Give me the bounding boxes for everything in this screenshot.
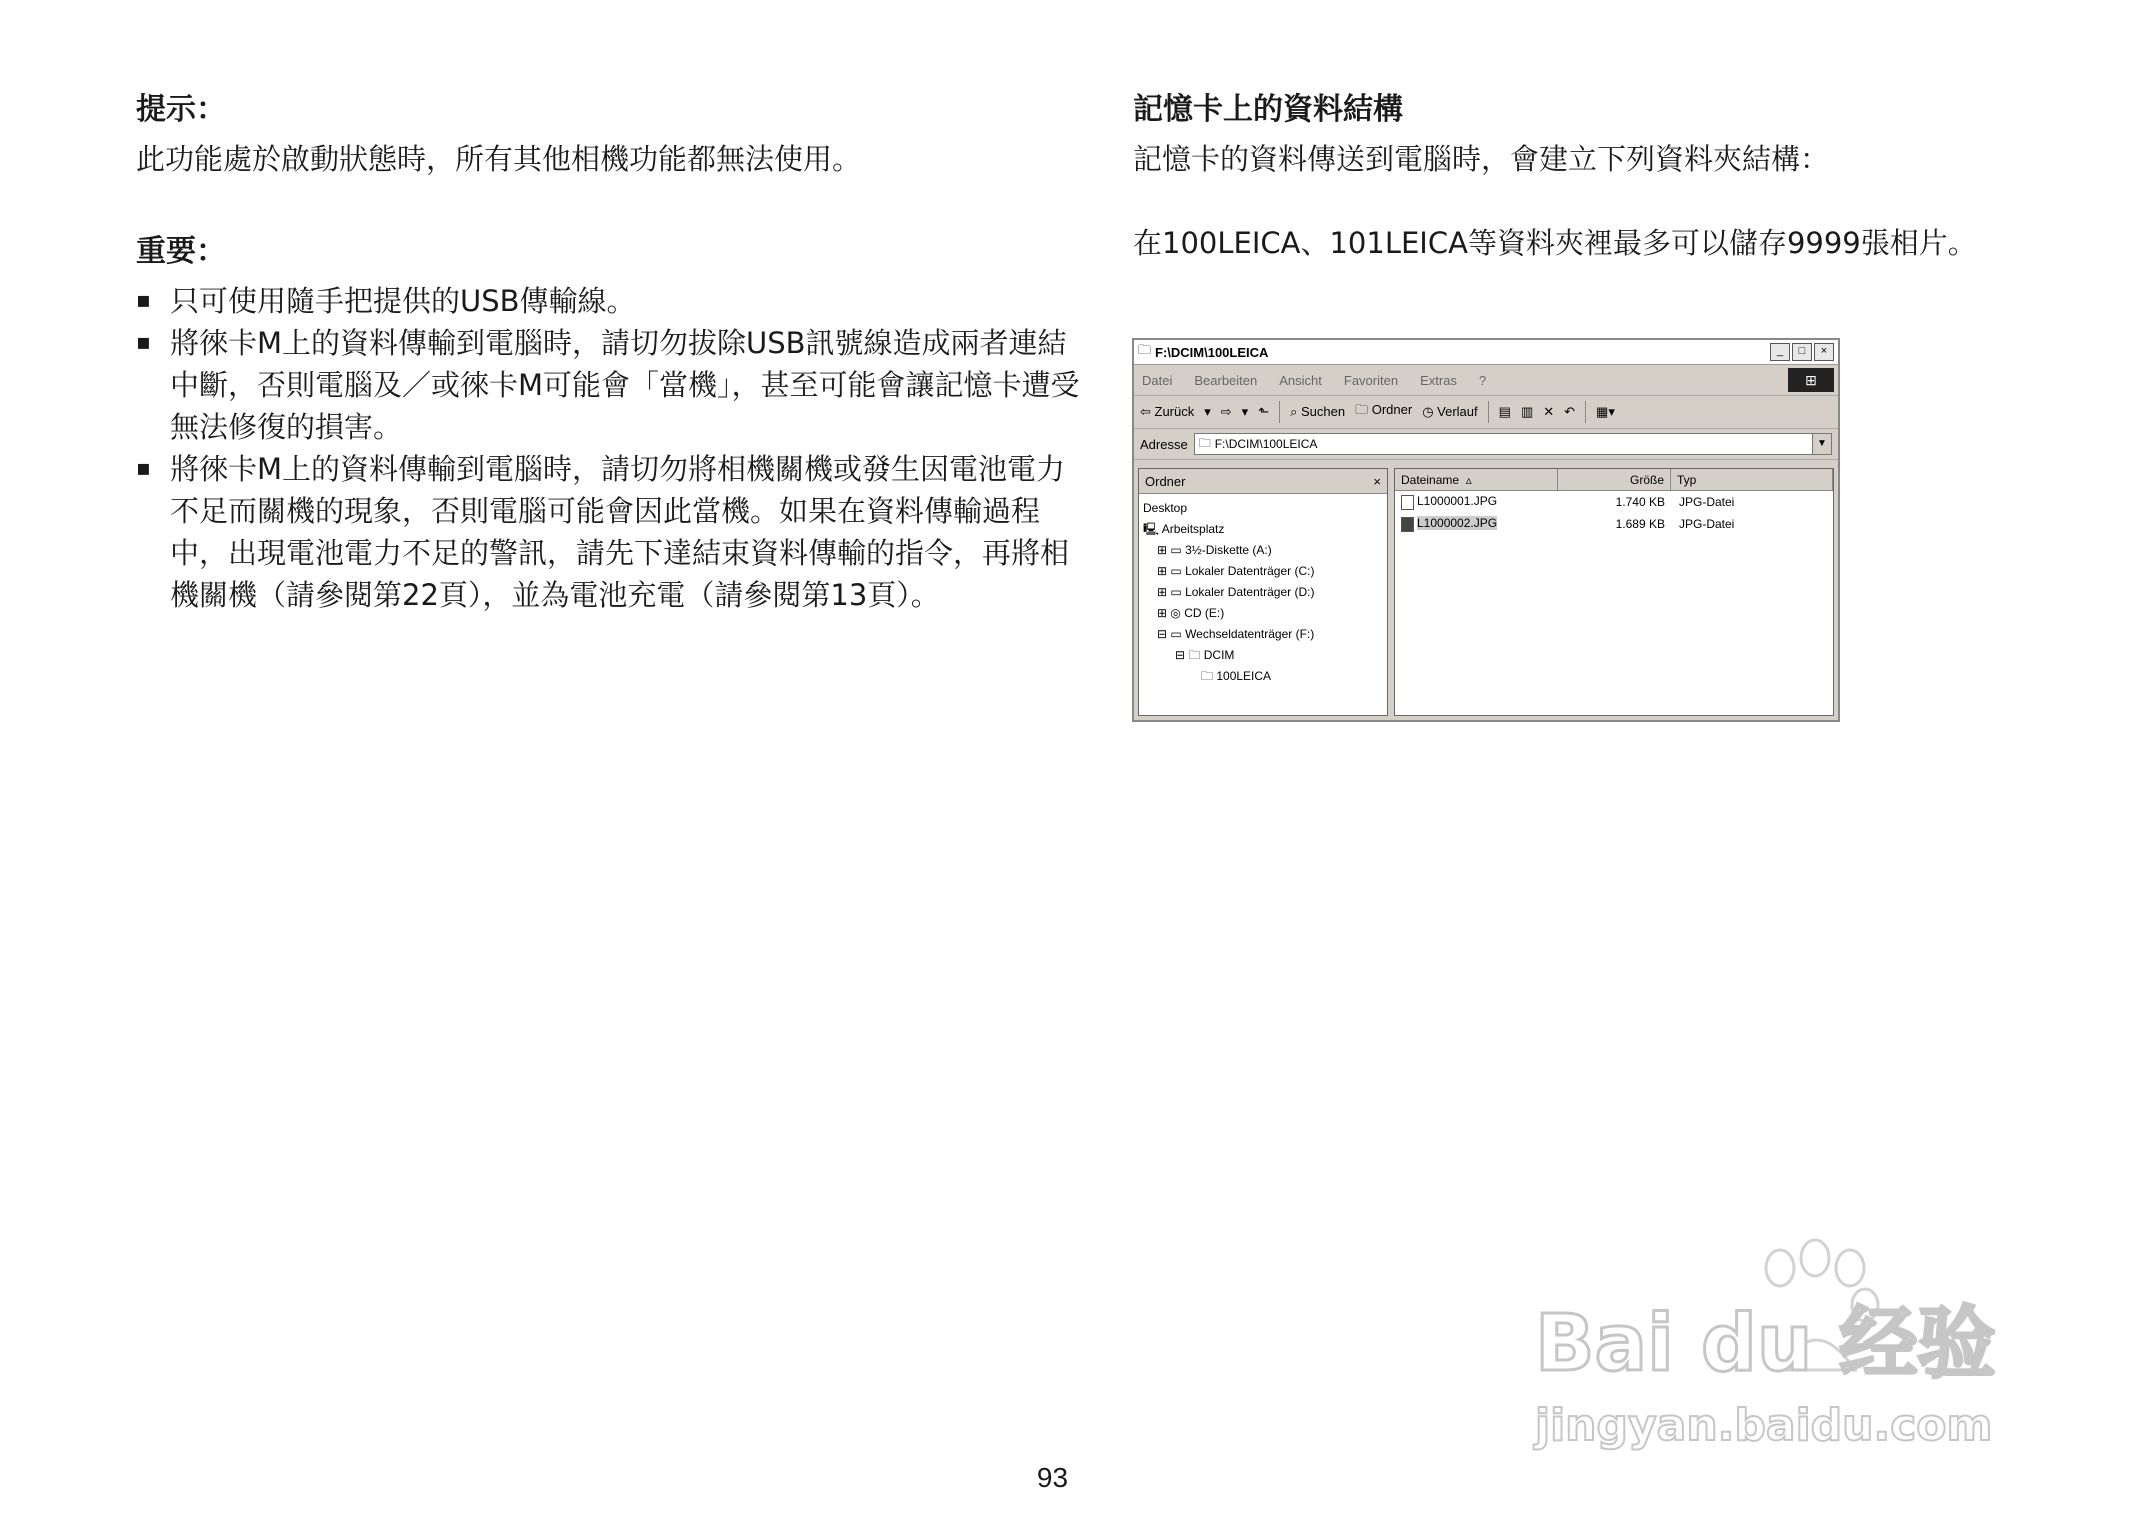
- para-max-photos: 在100LEICA、101LEICA等資料夾裡最多可以儲存9999張相片。: [1133, 226, 1977, 260]
- minimize-button[interactable]: _: [1770, 343, 1790, 361]
- address-bar: [1134, 429, 1838, 460]
- back-button[interactable]: ⇦ Zurück: [1140, 404, 1195, 419]
- jpg-file-icon: [1401, 517, 1414, 532]
- history-button[interactable]: ◷ Verlauf: [1422, 404, 1478, 419]
- floppy-icon: ▭: [1170, 543, 1186, 557]
- search-icon: ⌕: [1290, 404, 1298, 419]
- tip-text: 此功能處於啟動狀態時，所有其他相機功能都無法使用。: [136, 142, 862, 176]
- column-header-name[interactable]: Dateiname ▵: [1395, 469, 1558, 491]
- folder-tree-pane: [1138, 468, 1388, 716]
- menu-extras[interactable]: Extras: [1420, 372, 1457, 388]
- address-field[interactable]: [1194, 433, 1832, 455]
- para-folder-structure: 記憶卡的資料傳送到電腦時，會建立下列資料夾結構：: [1133, 142, 1830, 176]
- watermark-url: jingyan.baidu.com: [1535, 1400, 1993, 1451]
- undo-icon[interactable]: ↶: [1564, 404, 1576, 419]
- section-heading: 記憶卡上的資料結構: [1133, 92, 1403, 127]
- menu-datei[interactable]: Datei: [1142, 372, 1173, 388]
- cd-icon: ◎: [1170, 606, 1185, 620]
- folder-icon: 🗀: [1188, 648, 1204, 662]
- tree-item-100leica[interactable]: 🗀 100LEICA: [1201, 669, 1272, 683]
- drive-icon: ▭: [1170, 627, 1186, 641]
- tip-heading: 提示：: [136, 92, 226, 127]
- maximize-button[interactable]: □: [1792, 343, 1812, 361]
- tree-item-dcim[interactable]: ⊟ 🗀 DCIM: [1175, 648, 1235, 662]
- folder-icon: 🗀: [1138, 342, 1152, 357]
- file-list-pane: [1394, 468, 1834, 716]
- window-title: F:\DCIM\100LEICA: [1155, 344, 1269, 360]
- tree-item-cd[interactable]: ⊞ ◎ CD (E:): [1157, 606, 1225, 620]
- menu-bar: [1134, 365, 1838, 396]
- sort-ascending-icon: ▵: [1465, 472, 1472, 487]
- address-value: F:\DCIM\100LEICA: [1214, 437, 1318, 451]
- chevron-down-icon[interactable]: ▼: [1812, 434, 1831, 454]
- tree-item-floppy[interactable]: ⊞ ▭ 3½-Diskette (A:): [1157, 543, 1272, 557]
- folders-button[interactable]: 🗀 Ordner: [1355, 402, 1413, 417]
- menu-favoriten[interactable]: Favoriten: [1343, 372, 1399, 388]
- bullet-item: ▪ 只可使用隨手把提供的USB傳輸線。: [136, 280, 1081, 322]
- menu-ansicht[interactable]: Ansicht: [1279, 372, 1322, 388]
- baidu-watermark: [1525, 1230, 2045, 1460]
- history-icon: ◷: [1422, 404, 1434, 419]
- up-folder-icon[interactable]: ⬑: [1258, 404, 1270, 419]
- search-button[interactable]: ⌕ Suchen: [1290, 404, 1346, 419]
- explorer-window-screenshot: [1132, 338, 1840, 722]
- tree-item-desktop[interactable]: Desktop: [1143, 501, 1188, 515]
- menu-bearbeiten[interactable]: Bearbeiten: [1194, 372, 1258, 388]
- toolbar: [1134, 396, 1838, 429]
- jpg-file-icon: [1401, 495, 1414, 510]
- delete-icon[interactable]: ✕: [1543, 404, 1555, 419]
- folders-icon: 🗀: [1355, 402, 1369, 417]
- views-icon[interactable]: ▦▾: [1596, 404, 1615, 419]
- left-column: [136, 90, 1081, 616]
- address-label: Adresse: [1140, 436, 1188, 452]
- important-list: [136, 280, 1081, 616]
- title-bar: [1134, 340, 1838, 365]
- tree-item-drive-f[interactable]: ⊟ ▭ Wechseldatenträger (F:): [1157, 627, 1315, 641]
- close-pane-icon[interactable]: ×: [1373, 473, 1381, 489]
- bullet-item: ▪ 將徠卡M上的資料傳輸到電腦時，請切勿拔除USB訊號線造成兩者連結中斷，否則電腦及／或徠卡M可能會「當機」，甚至可能會讓記憶卡遭受無法修復的損害。: [136, 322, 1081, 448]
- tree-item-drive-c[interactable]: ⊞ ▭ Lokaler Datenträger (C:): [1157, 564, 1315, 578]
- bullet-item: ▪ 將徠卡M上的資料傳輸到電腦時，請切勿將相機關機或發生因電池電力不足而關機的現象，否則電腦可能會因此當機。如果在資料傳輸過程中，出現電池電力不足的警訊，請先下達結束資料傳輸的指令，再將相機關機（請參閱第22頁），並為電池充電（請參閱第13頁）。: [136, 448, 1081, 616]
- copy-to-icon[interactable]: ▥: [1520, 404, 1534, 419]
- tree-item-arbeitsplatz[interactable]: 🖳 Arbeitsplatz: [1143, 522, 1225, 536]
- folder-icon: 🗀: [1201, 669, 1217, 683]
- page-number: 93: [1036, 1462, 1069, 1493]
- file-row[interactable]: L1000002.JPG 1.689 KB JPG-Datei: [1395, 513, 1833, 535]
- menu-help[interactable]: ?: [1478, 372, 1487, 388]
- tree-item-drive-d[interactable]: ⊞ ▭ Lokaler Datenträger (D:): [1157, 585, 1315, 599]
- file-row[interactable]: L1000001.JPG 1.740 KB JPG-Datei: [1395, 491, 1833, 513]
- right-column: [1133, 90, 2073, 264]
- drive-icon: ▭: [1170, 585, 1186, 599]
- column-header-type[interactable]: Typ: [1671, 469, 1833, 491]
- move-to-icon[interactable]: ▤: [1498, 404, 1511, 419]
- windows-logo-icon: ⊞: [1788, 368, 1834, 392]
- forward-button[interactable]: ⇨: [1220, 404, 1232, 419]
- close-button[interactable]: ×: [1814, 343, 1834, 361]
- folder-icon: 🗀: [1198, 435, 1211, 450]
- back-dropdown-icon[interactable]: ▾: [1204, 404, 1211, 419]
- drive-icon: ▭: [1170, 564, 1186, 578]
- watermark-brand: Bai du 经验: [1535, 1299, 1996, 1389]
- folder-pane-title: Ordner: [1145, 473, 1186, 489]
- forward-dropdown-icon[interactable]: ▾: [1241, 404, 1249, 419]
- column-header-size[interactable]: Größe: [1558, 469, 1671, 491]
- computer-icon: 🖳: [1143, 522, 1162, 536]
- important-heading: 重要：: [136, 234, 226, 269]
